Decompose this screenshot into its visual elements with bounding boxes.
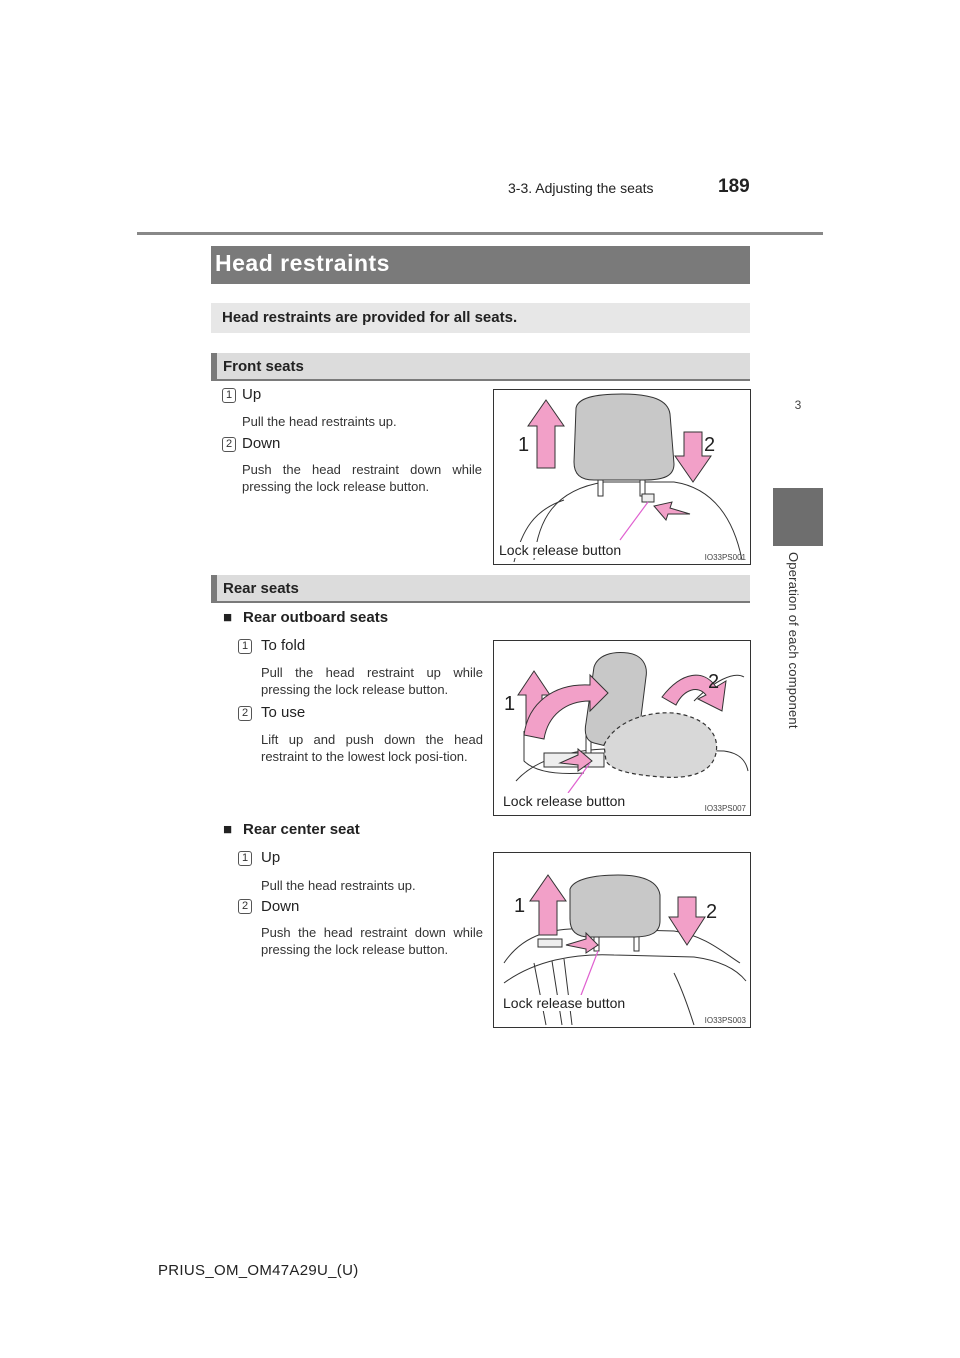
- step-number-icon: 2: [238, 899, 252, 914]
- step-description: Lift up and push down the head restraint to the lowest lock posi-tion.: [261, 732, 483, 764]
- step-label: To use: [261, 704, 306, 721]
- marker-2: 2: [706, 901, 718, 923]
- figure-code: IO33PS001: [704, 553, 746, 562]
- marker-1: 1: [518, 434, 530, 456]
- rear-outboard-heading: Rear outboard seats: [243, 609, 389, 626]
- chapter-label: Operation of each component: [786, 552, 801, 729]
- step-label: To fold: [261, 637, 306, 654]
- front-seats-heading-accent: [211, 353, 217, 381]
- step-number-icon: 2: [222, 437, 236, 452]
- step-label: Up: [242, 386, 262, 403]
- step-label: Down: [261, 898, 300, 915]
- up-arrow-icon: [530, 875, 566, 935]
- rear-seats-heading-accent: [211, 575, 217, 603]
- step-description: Pull the head restraints up.: [242, 414, 397, 429]
- rear-center-heading: Rear center seat: [243, 821, 360, 838]
- step-number-icon: 1: [238, 639, 252, 654]
- page-number: 189: [718, 176, 750, 197]
- step-description: Pull the head restraint up while pressing the lock release button.: [261, 665, 483, 697]
- step-description: Push the head restraint down while pressing the lock release button.: [242, 462, 482, 494]
- marker-1: 1: [514, 895, 526, 917]
- step-number-icon: 2: [238, 706, 252, 721]
- figure-code: IO33PS003: [704, 1016, 746, 1025]
- step-number-icon: 1: [222, 388, 236, 403]
- press-arrow-icon: [654, 502, 690, 520]
- rear-outboard-figure: [493, 640, 751, 816]
- step-description: Push the head restraint down while pressing the lock release button.: [261, 925, 483, 957]
- callout-label: Lock release button: [503, 995, 626, 1011]
- rear-center-figure: [493, 852, 751, 1028]
- front-seat-figure: [493, 389, 751, 565]
- step-description: Pull the head restraints up.: [261, 878, 416, 893]
- page-title: Head restraints: [215, 250, 390, 276]
- chapter-number: 3: [794, 398, 802, 412]
- up-arrow-icon: [528, 400, 564, 468]
- section-title: 3-3. Adjusting the seats: [508, 180, 654, 196]
- step-label: Up: [261, 849, 281, 866]
- document-id: PRIUS_OM_OM47A29U_(U): [158, 1262, 359, 1279]
- marker-1: 1: [504, 693, 516, 715]
- bullet-icon: ■: [223, 821, 233, 838]
- front-seat-illustration: [494, 390, 750, 564]
- bullet-icon: ■: [223, 609, 233, 626]
- step-label: Down: [242, 435, 281, 452]
- rear-outboard-illustration: [494, 641, 750, 815]
- callout-label: Lock release button: [499, 542, 622, 558]
- step-number-icon: 1: [238, 851, 252, 866]
- marker-2: 2: [704, 434, 716, 456]
- front-seats-heading: Front seats: [223, 358, 304, 375]
- marker-2: 2: [708, 671, 720, 693]
- header-divider: [137, 232, 823, 235]
- figure-code: IO33PS007: [704, 804, 746, 813]
- callout-label: Lock release button: [503, 793, 626, 809]
- rear-seats-heading: Rear seats: [223, 580, 299, 597]
- chapter-tab-marker: [773, 488, 823, 546]
- intro-text: Head restraints are provided for all seats.: [222, 309, 518, 326]
